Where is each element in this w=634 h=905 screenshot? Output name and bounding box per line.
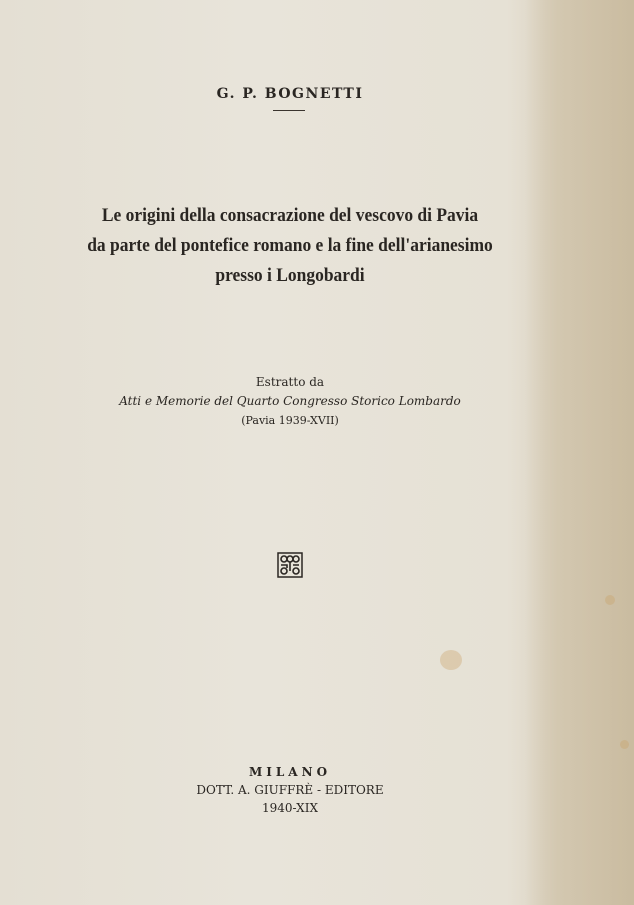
printer-mark-icon — [277, 552, 303, 578]
title-line: Le origini della consacrazione del vescovo di Pavia — [101, 205, 479, 226]
title-line: da parte del pontefice romano e la fine dell'arianesimo — [87, 235, 493, 256]
extract-note — [0, 373, 580, 430]
title — [23, 201, 557, 291]
imprint-publisher: DOTT. A. GIUFFRÈ - EDITORE — [196, 783, 384, 797]
author: G. P. BOGNETTI — [216, 86, 364, 102]
extract-label: Estratto da — [255, 375, 325, 389]
paper-stain — [620, 740, 629, 749]
imprint-city: MILANO — [248, 765, 332, 779]
title-line: presso i Longobardi — [215, 265, 365, 286]
extract-source: Atti e Memorie del Quarto Congresso Storico Lombardo — [119, 394, 461, 408]
extract-place-date: (Pavia 1939-XVII) — [241, 414, 339, 427]
paper-stain — [440, 650, 462, 670]
author-underline — [273, 110, 305, 111]
imprint-year: 1940-XIX — [262, 801, 318, 815]
imprint — [0, 763, 580, 817]
paper-stain — [605, 595, 615, 605]
